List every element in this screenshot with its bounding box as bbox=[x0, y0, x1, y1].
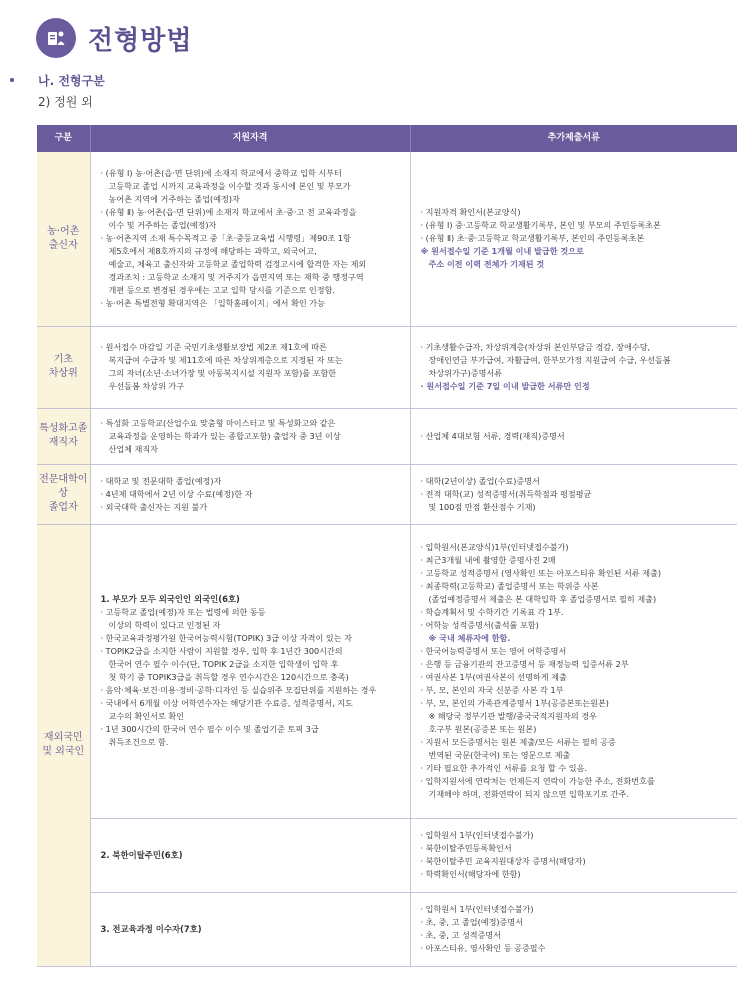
category-cell: 재외국민 및 외국인 bbox=[37, 524, 90, 966]
documents-cell: · 입학원서(본교양식)1부(인터넷접수불가) · 최근3개월 내에 촬영한 증명사진 2매 · 고등학교 성적증명서 (영사확인 또는 아포스티유 확인된 서류 제출) · 최종학력(고등학교) 졸업증명서 또는 학위증 사본 (졸업예정증명서 제출은 본 대학입학 후 졸업증명서로 필히 제출) · 학습계획서 및 수학기간 기록표 각 1부. · 어학능 성적증명서(출석률 포함) ※ 국내 체류자에 한함. · 한국어능력증명서 또는 영어 어학증명서 · 은행 등 금융기관의 잔고증명서 등 재정능력 입증서류 2부 · 여권사본 1부(여권사본이 선명하게 제출 · 부, 모, 본인의 자국 신분증 사본 각 1부 · 부, 모, 본인의 가족관계증명서 1부(공증본또는원본) ※ 해당국 정부기관 발행/중국국적지원자의 경우 호구부 원본(공증본 또는 원본) · 지원서 모든증명서는 원본 제출/모든 서류는 필히 공증 번역된 국문(한국어) 또는 영문으로 제출 · 기타 필요한 추가적인 서류를 요청 할 수 있음. · 입학지원서에 연락처는 언제든지 연락이 가능한 주소, 전화번호를 기재해야 하며, 전화연락이 되지 않으면 입학포기로 간주. bbox=[410, 524, 737, 818]
qualification-cell: · 대학교 및 전문대학 졸업(예정)자 · 4년제 대학에서 2년 이상 수료(예정)한 자 · 외국대학 출신자는 지원 불가 bbox=[90, 464, 410, 524]
category-cell: 농·어촌 출신자 bbox=[37, 152, 90, 326]
documents-cell: · 대학(2년이상) 졸업(수료)증명서 · 전적 대학(교) 성적증명서(취득학점과 평점평균 및 100점 만점 환산점수 기재) bbox=[410, 464, 737, 524]
documents-cell: · 기초생활수급자, 차상위계층(차상위 본인부담금 경감, 장애수당, 장애인연금 부가급여, 자활급여, 한부모가정 지원급여 수급, 우선돌봄 차상위가구)증명서류 · 원서접수일 기준 7일 이내 발급한 서류만 인정 bbox=[410, 326, 737, 408]
bullet-dot bbox=[10, 78, 14, 82]
table-row bbox=[37, 892, 737, 966]
category-cell: 특성화고졸 재직자 bbox=[37, 408, 90, 464]
table-row bbox=[37, 464, 737, 524]
header-category: 구분 bbox=[37, 125, 90, 152]
section-title: 나. 전형구분 bbox=[38, 74, 105, 88]
documents-cell: · 입학원서 1부(인터넷접수불가) · 북한이탈주민등록확인서 · 북한이탈주민 교육지원대상자 증명서(해당자) · 학력확인서(해당자에 한함) bbox=[410, 818, 737, 892]
table-row bbox=[37, 524, 737, 818]
admission-icon bbox=[36, 18, 76, 58]
admission-table bbox=[37, 125, 737, 967]
section-subtitle: 2) 정원 외 bbox=[38, 95, 93, 109]
documents-cell: · 입학원서 1부(인터넷접수불가) · 초, 중, 고 졸업(예정)증명서 · 초, 중, 고 성적증명서 · 아포스티유, 영사확인 등 공증필수 bbox=[410, 892, 737, 966]
table-row bbox=[37, 408, 737, 464]
table-header-row bbox=[37, 125, 737, 152]
qualification-cell: 3. 전교육과정 이수자(7호) bbox=[90, 892, 410, 966]
documents-cell: · 산업체 4대보험 서류, 경력(재직)증명서 bbox=[410, 408, 737, 464]
page-title: 전형방법 bbox=[88, 25, 193, 56]
table-row bbox=[37, 326, 737, 408]
table-row bbox=[37, 152, 737, 326]
header-documents: 추가제출서류 bbox=[410, 125, 737, 152]
qualification-cell: 2. 북한이탈주민(6호) bbox=[90, 818, 410, 892]
category-cell: 기초 차상위 bbox=[37, 326, 90, 408]
header-qualification: 지원자격 bbox=[90, 125, 410, 152]
category-cell: 전문대학이상 졸업자 bbox=[37, 464, 90, 524]
qualification-cell: 1. 부모가 모두 외국인인 외국인(6호) · 고등학교 졸업(예정)자 또는 법령에 의한 동등 이상의 학력이 있다고 인정된 자 · 한국교육과정평가원 한국어능력시험(TOPIK) 3급 이상 자격이 있는 자 · TOPIK2급을 소지한 사람이 지원할 경우, 입학 후 1년간 300시간의 한국어 연수 필수 이수(단, TOPIK 2급을 소지한 입학생이 입학 후 첫 학기 중 TOPIK3급을 취득할 경우 연수시간은 120시간으로 충족) · 음악·체육·보건·미용·정비·공학·디자인 등 실습위주 모집단위를 지원하는 경우 · 국내에서 6개월 이상 어학연수자는 해당기관 수료증, 성적증명서, 지도 교수의 확인서로 확인 · 1년 300시간의 한국어 연수 필수 이수 및 졸업기준 토픽 3급 취득조건으로 함. bbox=[90, 524, 410, 818]
documents-cell: · 지원자격 확인서(본교양식) · (유형 Ⅰ) 중·고등학교 학교생활기록부, 본인 및 부모의 주민등록초본 · (유형 Ⅱ) 초·중·고등학교 학교생활기록부, 본인의 주민등록초본 ※ 원서접수일 기준 1개월 이내 발급한 것으로 주소 이전 이력 전체가 기재된 것 bbox=[410, 152, 737, 326]
qualification-cell: · 원서접수 마감일 기준 국민기초생활보장법 제2조 제1호에 따른 복지급여 수급자 및 제11호에 따른 차상위계층으로 지정된 자 또는 그의 자녀(소년·소녀가장 및 아동복지시설 지원자 포함)를 포함한 우선돌봄 차상위 가구 bbox=[90, 326, 410, 408]
qualification-cell: · 특성화 고등학교(산업수요 맞춤형 마이스터고 및 특성화고와 같은 교육과정을 운영하는 학과가 있는 종합고포함) 출업자 중 3년 이상 산업체 재직자 bbox=[90, 408, 410, 464]
page-header bbox=[36, 18, 192, 58]
table-row bbox=[37, 818, 737, 892]
qualification-cell: · (유형 Ⅰ) 농·어촌(읍·면 단위)에 소재지 학교에서 중학교 입학 시부터 고등학교 졸업 시까지 교육과정을 이수할 것과 동시에 본인 및 부모가 농어촌 지역에 거주하는 졸업(예정)자 · (유형 Ⅱ) 농·어촌(읍·면 단위)에 소재지 학교에서 초·중·고 전 교육과정을 이수 및 거주하는 졸업(예정)자 · 농·어촌지역 소재 특수목적고 중「초·중등교육법 시행령」제90조 1항 제5호에서 제8호까지의 규정에 해당하는 과학고, 외국어고, 예술고, 체육고 출신자와 고등학교 졸업학력 검정고시에 합격한 자는 제외 경과조치 : 고등학교 소재지 및 거주지가 읍면지역 또는 재학 중 행정구역 개편 등으로 변경된 경우에는 고교 입학 당시를 기준으로 인정함. · 농·어촌 특별전형 확대지역은 「입학홈페이지」에서 확인 가능 bbox=[90, 152, 410, 326]
